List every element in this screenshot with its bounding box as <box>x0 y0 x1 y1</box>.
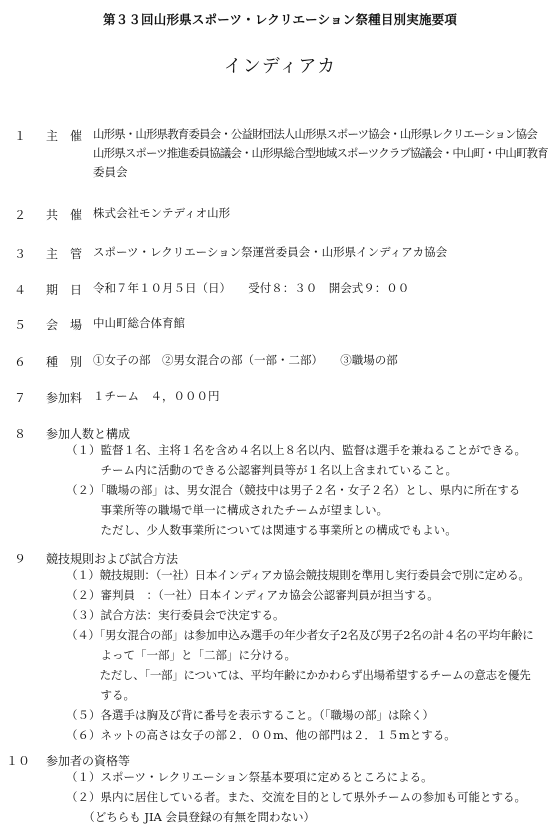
body-line: （４）「男女混合の部」は参加申込み選手の年少者女子2名及び男子2名の計４名の平均年齢に <box>66 628 534 642</box>
section-value: 中山町総合体育館 <box>93 316 185 330</box>
section-value: スポーツ・レクリエーション祭運営委員会・山形県インディアカ協会 <box>93 245 448 259</box>
section-number: ７ <box>14 391 27 405</box>
body-line: （どちらも JIA 会員登録の有無を問わない） <box>66 810 316 824</box>
organizer-line: 山形県・山形県教育委員会・公益財団法人山形県スポーツ協会・山形県レクリエーション協会 <box>93 127 537 141</box>
body-line: （１）監督１名、主将１名を含め４名以上８名以内、監督は選手を兼ねることができる。 <box>66 443 526 457</box>
section-label: 参加料 <box>46 391 83 405</box>
section-number: ８ <box>14 427 27 441</box>
body-line: （６）ネットの高さは女子の部２．００m、他の部門は２．１５mとする。 <box>66 728 456 742</box>
section-label: 競技規則および試合方法 <box>46 552 179 566</box>
section-label: 共 催 <box>46 208 83 222</box>
body-line: （３）試合方法：実行委員会で決定する。 <box>66 608 285 622</box>
section-number: ９ <box>14 552 27 566</box>
document-title: 第３３回山形県スポーツ・レクリエーション祭種目別実施要項 <box>102 12 458 27</box>
section-value: ①女子の部 ②男女混合の部（一部・二部） ③職場の部 <box>93 353 398 367</box>
section-label: 種 別 <box>46 355 83 369</box>
body-line: （２）審判員 ：（一社）日本インディアカ協会公認審判員が担当する。 <box>66 588 439 602</box>
section-value <box>93 125 548 182</box>
section-body <box>66 440 526 540</box>
body-line: （５）各選手は胸及び背に番号を表示すること。（「職場の部」は除く） <box>66 708 434 722</box>
body-line: 事業所等の職場で単一に構成されたチームが望ましい。 <box>66 503 388 517</box>
body-line: よって「一部」と「二部」に分ける。 <box>66 648 296 662</box>
section-label: 期 日 <box>46 283 83 297</box>
organizer-line: 山形県スポーツ推進委員協議会・山形県総合型地域スポーツクラブ協議会・中山町・中山町教育 <box>93 146 548 160</box>
section-label: 主 管 <box>46 247 83 261</box>
section-value: 令和７年１０月５日（日） 受付８：３０ 開会式９：００ <box>93 281 410 295</box>
body-line: する。 <box>66 688 135 702</box>
body-line: ただし、「一部」については、平均年齢にかかわらず出場希望するチームの意志を優先 <box>66 668 531 682</box>
section-value: 株式会社モンテディオ山形 <box>93 206 231 220</box>
section-value: １チーム ４，０００円 <box>93 389 220 403</box>
section-label: 主 催 <box>46 129 83 143</box>
section-label: 会 場 <box>46 318 83 332</box>
section-number: ４ <box>14 283 27 297</box>
body-line: ただし、少人数事業所については関連する事業所との構成でもよい。 <box>66 523 457 537</box>
document-subtitle: インディアカ <box>223 56 337 77</box>
organizer-line: 委員会 <box>93 165 128 179</box>
section-number: １０ <box>6 754 31 768</box>
section-body <box>66 565 533 745</box>
section-number: ２ <box>14 208 27 222</box>
section-body <box>66 767 526 827</box>
body-line: チーム内に活動のできる公認審判員等が１名以上含まれていること。 <box>66 463 457 477</box>
body-line: （２）「職場の部」は、男女混合（競技中は男子２名・女子２名）とし、県内に所在する <box>66 483 521 497</box>
body-line: （１）競技規則：（一社）日本インディアカ協会競技規則を準用し実行委員会で別に定める。 <box>66 568 530 582</box>
body-line: （１）スポーツ・レクリエーション祭基本要項に定めるところによる。 <box>66 770 433 784</box>
section-label: 参加者の資格等 <box>46 754 131 768</box>
section-number: ６ <box>14 355 27 369</box>
body-line: （２）県内に居住している者。また、交流を目的として県外チームの参加も可能とする。 <box>66 790 526 804</box>
section-number: １ <box>14 129 27 143</box>
section-label: 参加人数と構成 <box>46 427 131 441</box>
section-number: ５ <box>14 318 27 332</box>
section-number: ３ <box>14 247 27 261</box>
